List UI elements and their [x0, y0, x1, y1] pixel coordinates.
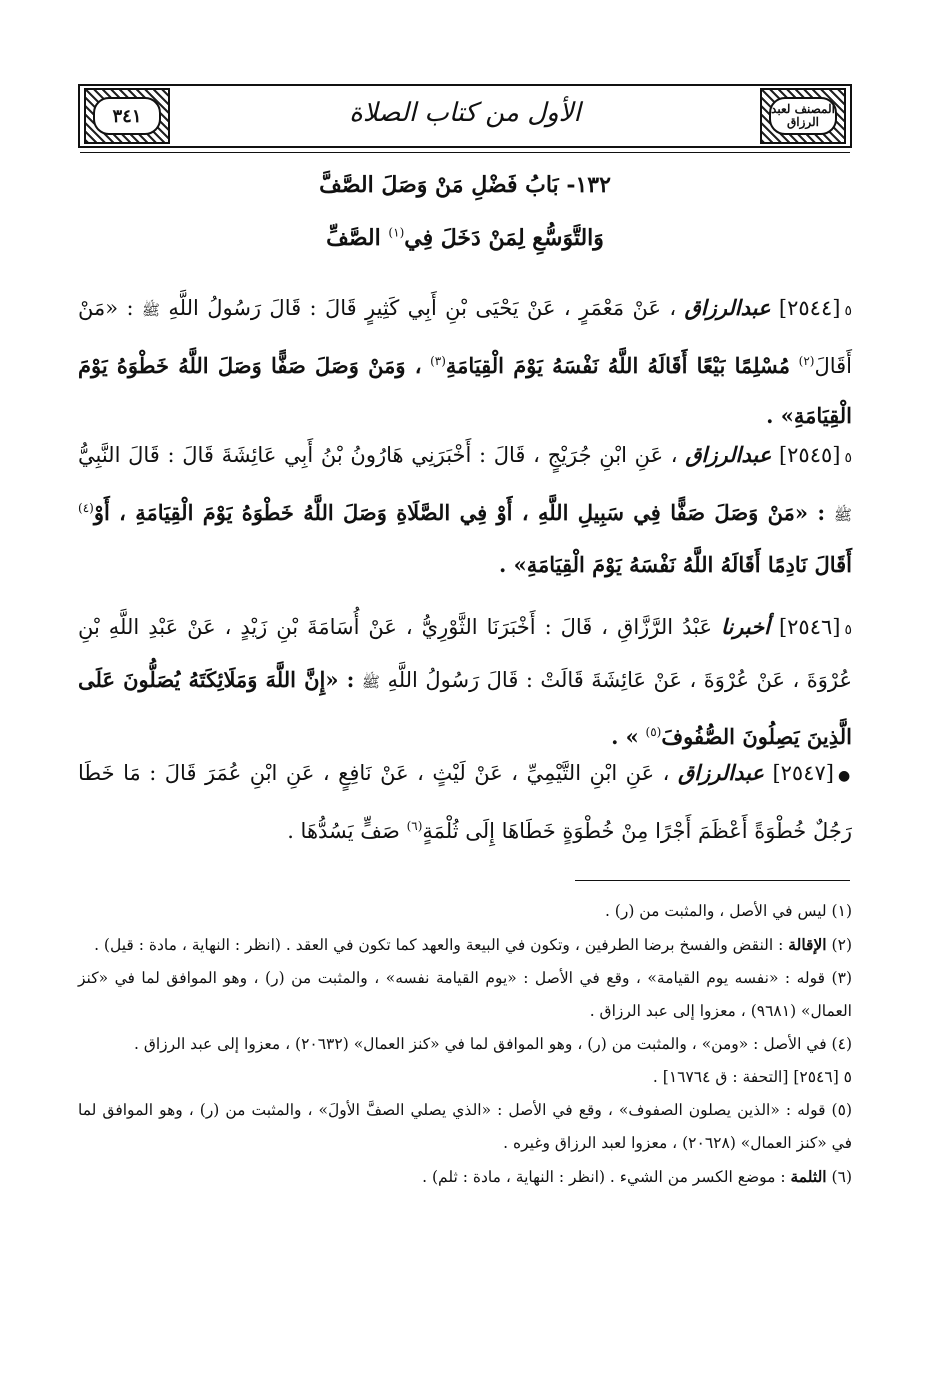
salutation-glyph: ﷺ [361, 673, 380, 691]
hadith-marker: ● [837, 768, 852, 784]
hadith-2544 [78, 283, 852, 441]
matn: مُسْلِمًا بَيْعًا أَقَالَهُ اللَّهُ نَفْسَهُ يَوْمَ الْقِيَامَةِ [445, 353, 791, 378]
hadith-marker: ٥ [844, 303, 852, 319]
footnote-3: (٣) قوله : «نفسه يوم القيامة» ، وقع في الأصل : «يوم القيامة نفسه» ، والمثبت من (ر) ، وهو الموافق لما في «كنز العمال» (٩٦٨١) ، معزوا إلى عبد الرزاق . [78, 969, 852, 1020]
footnote-num: (٢) [831, 936, 852, 954]
matn: أَقَالَ نَادِمًا أَقَالَهُ اللَّهُ نَفْسَهُ يَوْمَ الْقِيَامَةِ» . [498, 552, 852, 577]
narrator: عبدالرزاق [684, 295, 771, 320]
hadith-2545 [78, 430, 852, 590]
footnote-num: (٦) [831, 1168, 852, 1186]
hadith-number: [٢٥٤٧] [772, 761, 834, 785]
chapter-title-line1: ١٣٢- بَابُ فَضْلِ مَنْ وَصَلَ الصَّفَّ [319, 172, 611, 198]
salutation-glyph: ﷺ [833, 506, 852, 524]
tuhfa-reference: ٥ [٢٥٤٦] [التحفة : ق ١٦٧٦٤] . [652, 1068, 852, 1086]
isnad: ، عَنِ ابْنِ التَّيْمِيِّ ، عَنْ لَيْثٍ ، عَنْ نَافِعٍ ، عَنِ ابْنِ عُمَرَ قَالَ : مَا خَطَا رَجُلٌ خُطْوَةً أَعْظَمَ أَجْرًا مِنْ خُطْوَةٍ خَطَاهَا إِلَى ثُلْمَةٍ [78, 761, 852, 843]
footnote-ref: (٦) [406, 819, 423, 833]
hadith-number: [٢٥٤٤] [778, 296, 841, 320]
header-underline [80, 152, 850, 153]
narrator: عبدالرزاق [677, 760, 764, 785]
book-logo-ornament [760, 88, 846, 144]
footnote-ref: (٣) [430, 354, 446, 368]
footnote-6 [78, 1160, 852, 1194]
isnad: ، عَنِ ابْنِ جُرَيْجٍ ، قَالَ : أَخْبَرَنِي هَارُونُ بْنُ أَبِي عَائِشَةَ قَالَ : قَالَ النَّبِيُّ [78, 443, 678, 467]
salutation-glyph: ﷺ [141, 301, 161, 319]
footnote-ref: (٥) [645, 725, 662, 739]
hadith-marker: ٥ [844, 450, 852, 466]
matn-open: : «مَنْ أَقَالَ [78, 296, 852, 378]
hadith-number: [٢٥٤٥] [778, 443, 841, 467]
hadith-number: [٢٥٤٦] [778, 615, 841, 639]
isnad: ، عَنْ مَعْمَرٍ ، عَنْ يَحْيَى بْنِ أَبِي كَثِيرٍ قَالَ : قَالَ رَسُولُ اللَّهِ [168, 296, 677, 320]
hadith-marker: ٥ [844, 622, 852, 638]
footnote-ref: (١) [388, 225, 405, 240]
page-header [78, 84, 852, 148]
matn: ، وَمَنْ وَصَلَ صَفًّا وَصَلَ اللَّهُ خَطْوَهُ يَوْمَ الْقِيَامَةِ» . [78, 353, 852, 428]
footnote-term: الثلمة [790, 1167, 827, 1186]
narrator: عبدالرزاق [685, 442, 772, 467]
hadith-2546 [78, 602, 852, 762]
footnote-1: (١) ليس في الأصل ، والمثبت من (ر) . [604, 902, 852, 920]
footnote-text: : موضع الكسر من الشيء . (انظر : النهاية ، مادة : ثلم) . [422, 1168, 786, 1186]
page-number-ornament [84, 88, 170, 144]
matn: : «مَنْ وَصَلَ صَفًّا فِي سَبِيلِ اللَّهِ ، أَوْ فِي الصَّلَاةِ وَصَلَ اللَّهُ خَطْوَهُ يَوْمَ الْقِيَامَةِ ، أَوْ [93, 500, 826, 525]
chapter-title-line2-a: وَالتَّوَسُّعِ لِمَنْ دَخَلَ فِي [404, 225, 604, 251]
hadith-2547 [78, 748, 852, 856]
chapter-title-line2-b: الصَّفِّ [326, 225, 381, 251]
chapter-title-line2 [80, 225, 850, 251]
footnote-separator [575, 880, 850, 881]
page-number: ٣٤١ [93, 97, 161, 135]
matn: صَفٍّ يَسُدُّهَا . [287, 819, 400, 843]
footnote-ref: (٢) [798, 354, 815, 368]
matn: » . [611, 724, 639, 749]
footnotes [78, 895, 852, 1194]
matn: : «إِنَّ اللَّهَ وَمَلَائِكَتَهُ يُصَلُّونَ عَلَى الَّذِينَ يَصِلُونَ الصُّفُوفَ [78, 667, 852, 749]
narrator: أخبرنا [720, 614, 770, 639]
footnote-5: (٥) قوله : «الذين يصلون الصفوف» ، وقع في الأصل : «الذي يصلي الصفَّ الأولَ» ، والمثبت من (ر) ، وهو الموافق لما في «كنز العمال» (٢٠٦٢٨) ، معزوا لعبد الرزاق وغيره . [78, 1101, 852, 1152]
footnote-ref: (٤) [78, 501, 94, 515]
isnad: عَبْدُ الرَّزَّاقِ ، قَالَ : أَخْبَرَنَا الثَّوْرِيُّ ، عَنْ أُسَامَةَ بْنِ زَيْدٍ ، عَنْ عَبْدِ اللَّهِ بْنِ عُرْوَةَ ، عَنْ عُرْوَةَ ، عَنْ عَائِشَةَ قَالَتْ : قَالَ رَسُولُ اللَّهِ [78, 615, 853, 692]
footnote-term: الإقالة [788, 935, 827, 954]
running-title: الأول من كتاب الصلاة [349, 98, 581, 128]
footnote-text: : النقض والفسخ برضا الطرفين ، وتكون في البيعة والعهد كما تكون في العقد . (انظر : النهاية ، مادة : قيل) . [94, 936, 784, 954]
footnote-2 [78, 928, 852, 962]
book-logo-text: المصنف لعبد الرزاق [769, 97, 837, 135]
footnote-4: (٤) في الأصل : «ومن» ، والمثبت من (ر) ، وهو الموافق لما في «كنز العمال» (٢٠٦٣٢) ، معزوا إلى عبد الرزاق . [134, 1035, 852, 1053]
